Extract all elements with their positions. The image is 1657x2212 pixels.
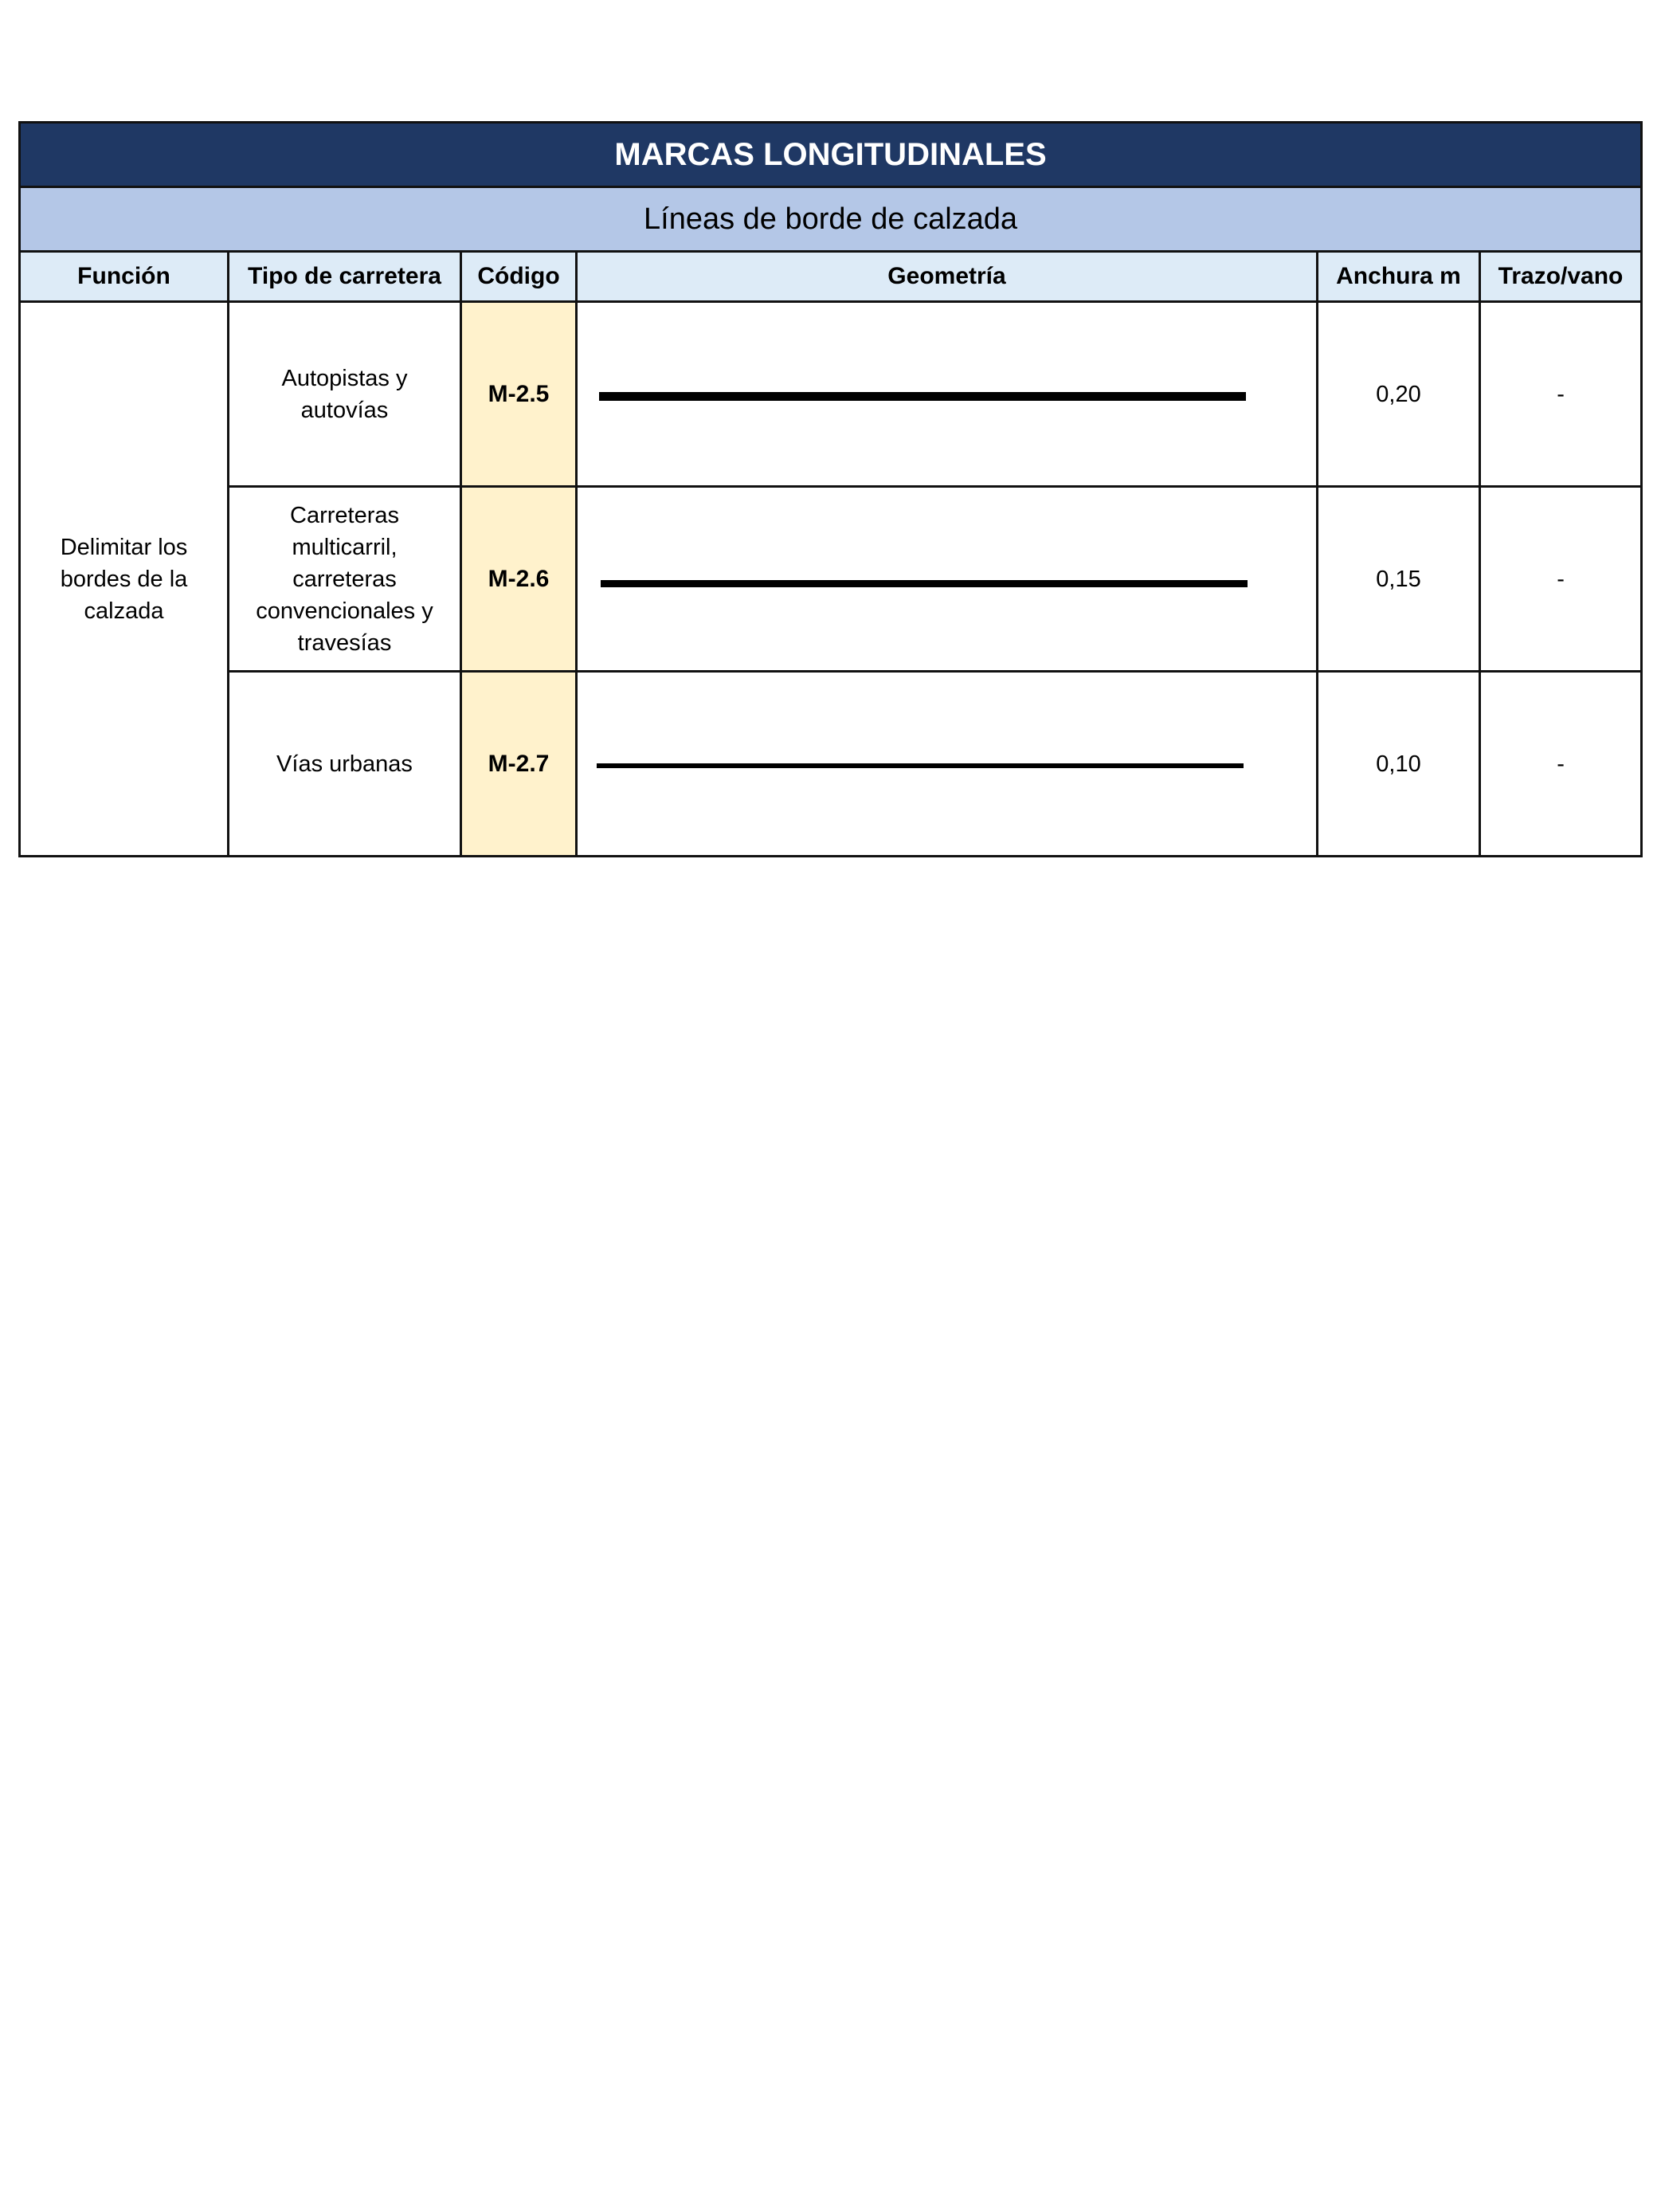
codigo-cell: M-2.7 — [461, 672, 577, 857]
tipo-carretera-cell — [229, 302, 461, 487]
section-row — [20, 187, 1642, 252]
geometria-cell — [577, 672, 1318, 857]
funcion-text: Delimitar los bordes de la calzada — [60, 534, 188, 624]
solid-line-marking — [599, 392, 1246, 401]
header-funcion: Función — [20, 252, 229, 302]
marcas-longitudinales-table — [18, 121, 1643, 857]
tipo-carretera-text: Autopistas y autovías — [281, 365, 408, 423]
table-title: MARCAS LONGITUDINALES — [20, 123, 1642, 187]
header-geometria: Geometría — [577, 252, 1318, 302]
table-row — [20, 487, 1642, 672]
header-trazo-vano: Trazo/vano — [1480, 252, 1642, 302]
tipo-carretera-cell — [229, 672, 461, 857]
anchura-cell: 0,10 — [1318, 672, 1480, 857]
tipo-carretera-text: Vías urbanas — [276, 751, 413, 777]
title-row — [20, 123, 1642, 187]
trazo-vano-cell: - — [1480, 672, 1642, 857]
section-title: Líneas de borde de calzada — [20, 187, 1642, 252]
anchura-cell: 0,20 — [1318, 302, 1480, 487]
solid-line-marking — [601, 580, 1248, 587]
header-anchura: Anchura m — [1318, 252, 1480, 302]
column-header-row — [20, 252, 1642, 302]
header-tipo-carretera: Tipo de carretera — [229, 252, 461, 302]
funcion-cell — [20, 302, 229, 857]
geometria-cell — [577, 487, 1318, 672]
trazo-vano-cell: - — [1480, 302, 1642, 487]
anchura-cell: 0,15 — [1318, 487, 1480, 672]
trazo-vano-cell: - — [1480, 487, 1642, 672]
solid-line-marking — [597, 763, 1244, 768]
geometria-cell — [577, 302, 1318, 487]
table-row — [20, 302, 1642, 487]
codigo-cell: M-2.5 — [461, 302, 577, 487]
codigo-cell: M-2.6 — [461, 487, 577, 672]
table-row — [20, 672, 1642, 857]
tipo-carretera-cell — [229, 487, 461, 672]
tipo-carretera-text: Carreteras multicarril, carreteras convencionales y travesías — [256, 502, 433, 656]
header-codigo: Código — [461, 252, 577, 302]
